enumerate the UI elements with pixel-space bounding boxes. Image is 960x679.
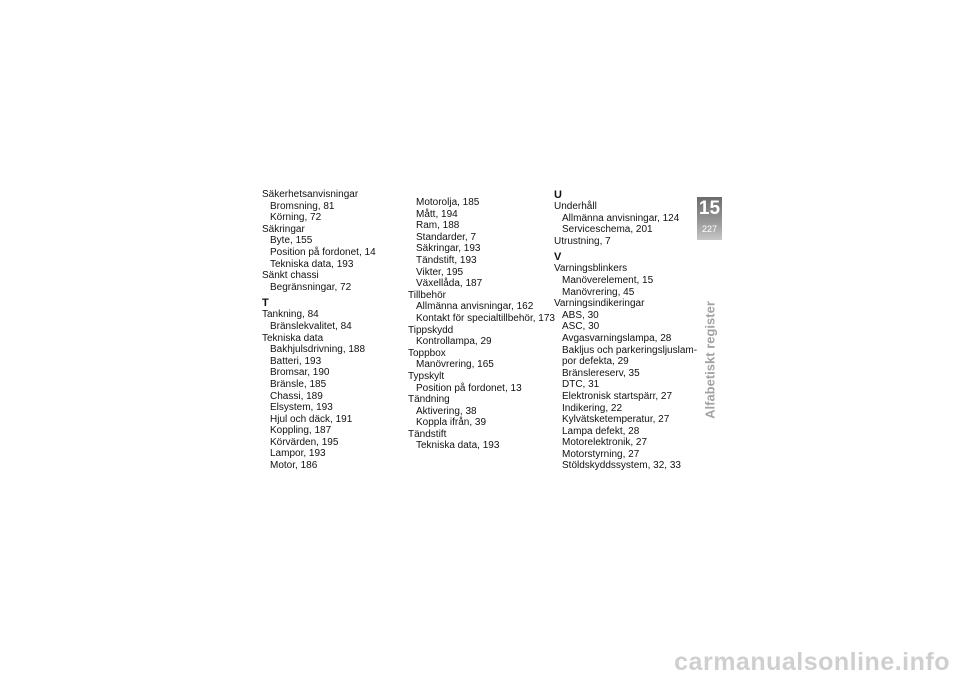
- index-subentry: Mått, 194: [416, 208, 458, 220]
- index-subentry: Motorstyrning, 27: [562, 448, 640, 460]
- index-subentry: ASC, 30: [562, 321, 600, 333]
- index-entry: Varningsindikeringar: [554, 298, 645, 310]
- index-subentry: Motorolja, 185: [416, 197, 480, 208]
- index-subentry: Tekniska data, 193: [270, 258, 354, 270]
- index-entry: Tankning, 84: [262, 309, 319, 321]
- index-entry: Typskylt: [408, 370, 445, 382]
- index-subentry: Bakhjulsdrivning, 188: [270, 344, 366, 356]
- index-subentry: Motorelektronik, 27: [562, 437, 648, 449]
- index-subentry: Allmänna anvisningar, 162: [416, 301, 534, 313]
- index-entry: Utrustning, 7: [554, 235, 611, 247]
- index-column-3: [554, 189, 698, 472]
- index-subentry: Kylvätsketemperatur, 27: [562, 414, 670, 426]
- index-subentry: Koppla ifrån, 39: [416, 417, 487, 429]
- index-subentry: Körvärden, 195: [270, 436, 339, 448]
- index-subentry: Aktivering, 38: [416, 405, 477, 417]
- index-subentry: Elektronisk startspärr, 27: [562, 390, 673, 402]
- index-subentry: Körning, 72: [270, 212, 322, 224]
- index-entry: Tändning: [408, 394, 450, 406]
- index-subentry: ABS, 30: [562, 309, 599, 321]
- index-letter-heading: T: [262, 297, 269, 310]
- index-entry: Säkerhetsanvisningar: [262, 189, 359, 200]
- index-subentry: Bränslereserv, 35: [562, 367, 640, 379]
- index-entry: Underhåll: [554, 201, 597, 212]
- index-subentry: Bromsning, 81: [270, 200, 335, 212]
- index-subentry: Begränsningar, 72: [270, 281, 352, 293]
- index-subentry: Ram, 188: [416, 220, 460, 232]
- index-entry: Tekniska data: [262, 332, 324, 344]
- index-subentry: Manövrering, 45: [562, 286, 635, 298]
- index-subentry: Allmänna anvisningar, 124: [562, 212, 680, 224]
- index-subentry: Manöverelement, 15: [562, 274, 654, 286]
- index-entry: Tändstift: [408, 428, 447, 440]
- index-subentry: Avgasvarningslampa, 28: [562, 332, 672, 344]
- index-subentry: Position på fordonet, 13: [416, 382, 522, 394]
- index-subentry: Serviceschema, 201: [562, 224, 653, 236]
- watermark: carmanualsonline.info: [674, 648, 950, 676]
- index-subentry: Indikering, 22: [562, 402, 623, 414]
- index-subentry: Tändstift, 193: [416, 254, 477, 266]
- index-entry: Säkringar: [262, 223, 305, 235]
- index-subentry: Position på fordonet, 14: [270, 246, 376, 258]
- index-subentry: Kontakt för specialtillbehör, 173: [416, 312, 555, 324]
- index-subentry: Motor, 186: [270, 460, 318, 472]
- index-subentry: Bränsle, 185: [270, 378, 327, 390]
- index-subentry: Manövrering, 165: [416, 359, 494, 371]
- page-number: 227: [701, 224, 718, 234]
- chapter-tab: [697, 197, 722, 240]
- index-subentry: Tekniska data, 193: [416, 440, 500, 452]
- index-subentry: Vikter, 195: [416, 266, 464, 278]
- index-letter-heading: V: [554, 251, 562, 264]
- index-column-1: [262, 189, 402, 472]
- chapter-number: 15: [698, 198, 721, 219]
- index-subentry: Bakljus och parkeringsljuslam-: [562, 344, 698, 356]
- index-letter-heading: U: [554, 189, 562, 201]
- index-entry: Sänkt chassi: [262, 270, 319, 282]
- index-entry: Toppbox: [408, 347, 446, 359]
- index-subentry: Koppling, 187: [270, 425, 332, 437]
- index-subentry: Elsystem, 193: [270, 402, 333, 414]
- index-subentry: Säkringar, 193: [416, 243, 481, 255]
- index-entry: Tillbehör: [408, 289, 446, 301]
- index-subentry: por defekta, 29: [562, 356, 629, 368]
- index-subentry: Chassi, 189: [270, 390, 323, 402]
- index-entry: Tippskydd: [408, 324, 454, 336]
- index-entry: Varningsblinkers: [554, 263, 628, 275]
- index-subentry: Lampor, 193: [270, 448, 326, 460]
- index-subentry: Kontrollampa, 29: [416, 336, 492, 348]
- index-subentry: DTC, 31: [562, 379, 600, 391]
- section-side-title: Alfabetiskt register: [702, 301, 718, 419]
- index-subentry: Växellåda, 187: [416, 278, 483, 290]
- index-subentry: Lampa defekt, 28: [562, 425, 640, 437]
- index-subentry: Standarder, 7: [416, 231, 477, 243]
- index-subentry: Bromsar, 190: [270, 367, 330, 379]
- index-subentry: Batteri, 193: [270, 355, 322, 367]
- index-subentry: Stöldskyddssystem, 32, 33: [562, 460, 681, 472]
- index-column-2: [408, 197, 555, 452]
- index-subentry: Hjul och däck, 191: [270, 413, 353, 425]
- index-subentry: Bränslekvalitet, 84: [270, 320, 352, 332]
- index-subentry: Byte, 155: [270, 235, 313, 247]
